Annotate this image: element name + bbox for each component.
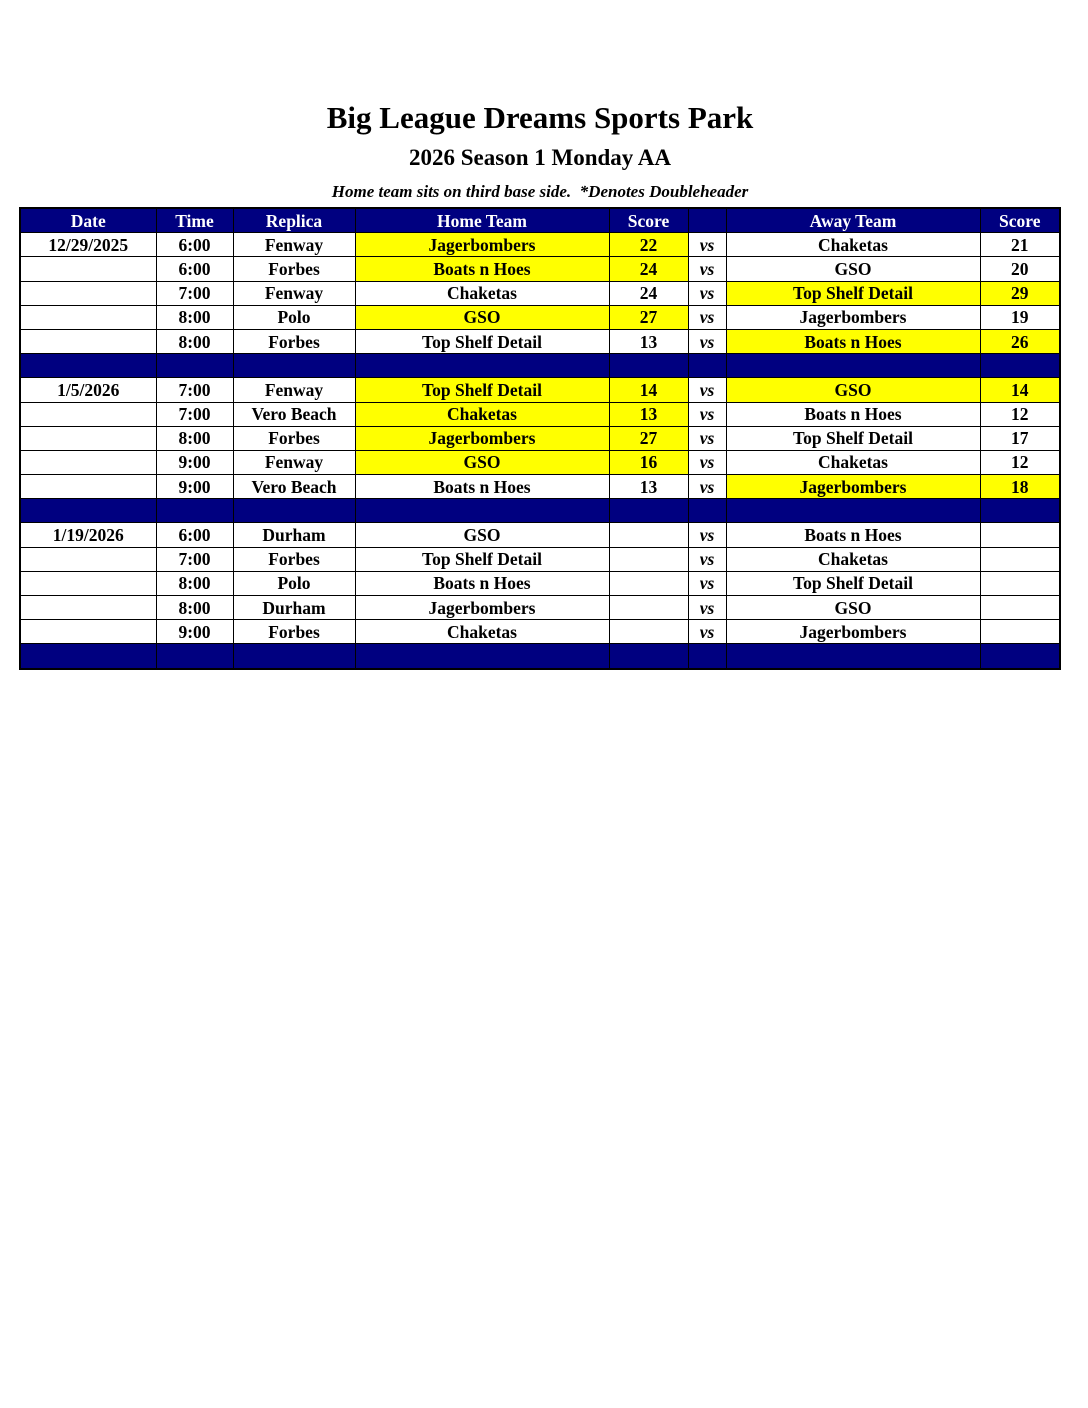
- away-team-cell: Chaketas: [726, 547, 980, 571]
- week-separator-row: [20, 644, 1060, 669]
- home-score-cell: 24: [609, 281, 688, 305]
- vs-cell: vs: [688, 378, 726, 402]
- time-cell: 8:00: [156, 426, 233, 450]
- separator-cell: [233, 354, 355, 378]
- replica-cell: Durham: [233, 523, 355, 547]
- vs-cell: vs: [688, 571, 726, 595]
- away-team-cell: Boats n Hoes: [726, 523, 980, 547]
- separator-cell: [726, 354, 980, 378]
- table-row: [20, 547, 1060, 571]
- header-home-score: Score: [609, 208, 688, 233]
- table-row: [20, 329, 1060, 353]
- replica-cell: Forbes: [233, 547, 355, 571]
- date-cell: [20, 475, 156, 499]
- home-team-cell: Chaketas: [355, 620, 609, 644]
- away-team-cell: Jagerbombers: [726, 620, 980, 644]
- away-team-cell: GSO: [726, 257, 980, 281]
- separator-cell: [609, 499, 688, 523]
- date-cell: 1/19/2026: [20, 523, 156, 547]
- date-cell: 12/29/2025: [20, 233, 156, 257]
- away-score-cell: 21: [980, 233, 1060, 257]
- separator-cell: [609, 644, 688, 669]
- away-score-cell: 12: [980, 402, 1060, 426]
- home-score-cell: 22: [609, 233, 688, 257]
- table-row: [20, 475, 1060, 499]
- away-score-cell: [980, 571, 1060, 595]
- separator-cell: [355, 354, 609, 378]
- separator-cell: [688, 499, 726, 523]
- home-score-cell: [609, 547, 688, 571]
- table-row: [20, 378, 1060, 402]
- week-separator-row: [20, 499, 1060, 523]
- date-cell: [20, 596, 156, 620]
- replica-cell: Fenway: [233, 233, 355, 257]
- vs-cell: vs: [688, 281, 726, 305]
- date-cell: [20, 571, 156, 595]
- schedule-note: Home team sits on third base side. *Denotes Doubleheader: [331, 182, 749, 201]
- header-away-team: Away Team: [726, 208, 980, 233]
- away-team-cell: Chaketas: [726, 233, 980, 257]
- home-team-cell: GSO: [355, 450, 609, 474]
- vs-cell: vs: [688, 402, 726, 426]
- week-separator-row: [20, 354, 1060, 378]
- home-score-cell: [609, 596, 688, 620]
- home-team-cell: Chaketas: [355, 402, 609, 426]
- vs-cell: vs: [688, 305, 726, 329]
- replica-cell: Durham: [233, 596, 355, 620]
- home-score-cell: 13: [609, 402, 688, 426]
- separator-cell: [20, 499, 156, 523]
- separator-cell: [156, 499, 233, 523]
- page-subtitle: 2026 Season 1 Monday AA: [409, 145, 671, 170]
- page-title: Big League Dreams Sports Park: [326, 100, 754, 135]
- replica-cell: Fenway: [233, 378, 355, 402]
- home-team-cell: Boats n Hoes: [355, 475, 609, 499]
- home-score-cell: [609, 620, 688, 644]
- home-score-cell: 24: [609, 257, 688, 281]
- away-score-cell: 12: [980, 450, 1060, 474]
- home-score-cell: 14: [609, 378, 688, 402]
- table-row: [20, 571, 1060, 595]
- separator-cell: [233, 644, 355, 669]
- away-team-cell: Boats n Hoes: [726, 402, 980, 426]
- vs-cell: vs: [688, 257, 726, 281]
- home-score-cell: [609, 523, 688, 547]
- home-team-cell: Jagerbombers: [355, 426, 609, 450]
- away-team-cell: Top Shelf Detail: [726, 571, 980, 595]
- table-row: [20, 620, 1060, 644]
- schedule-table: [19, 207, 1061, 670]
- time-cell: 9:00: [156, 475, 233, 499]
- header-replica: Replica: [233, 208, 355, 233]
- header-time: Time: [156, 208, 233, 233]
- home-team-cell: Chaketas: [355, 281, 609, 305]
- replica-cell: Vero Beach: [233, 475, 355, 499]
- time-cell: 7:00: [156, 547, 233, 571]
- table-row: [20, 305, 1060, 329]
- away-score-cell: [980, 620, 1060, 644]
- replica-cell: Polo: [233, 571, 355, 595]
- header-away-score: Score: [980, 208, 1060, 233]
- vs-cell: vs: [688, 233, 726, 257]
- home-team-cell: Top Shelf Detail: [355, 329, 609, 353]
- home-team-cell: Top Shelf Detail: [355, 378, 609, 402]
- vs-cell: vs: [688, 475, 726, 499]
- away-score-cell: 19: [980, 305, 1060, 329]
- replica-cell: Fenway: [233, 281, 355, 305]
- table-row: [20, 523, 1060, 547]
- date-cell: [20, 305, 156, 329]
- date-cell: [20, 257, 156, 281]
- vs-cell: vs: [688, 620, 726, 644]
- date-cell: [20, 620, 156, 644]
- time-cell: 8:00: [156, 329, 233, 353]
- separator-cell: [688, 354, 726, 378]
- replica-cell: Fenway: [233, 450, 355, 474]
- time-cell: 6:00: [156, 233, 233, 257]
- away-team-cell: Top Shelf Detail: [726, 281, 980, 305]
- separator-cell: [726, 644, 980, 669]
- replica-cell: Forbes: [233, 329, 355, 353]
- away-score-cell: [980, 547, 1060, 571]
- away-score-cell: 14: [980, 378, 1060, 402]
- separator-cell: [688, 644, 726, 669]
- separator-cell: [726, 499, 980, 523]
- time-cell: 6:00: [156, 257, 233, 281]
- schedule-body: [20, 233, 1060, 669]
- header-vs: [688, 208, 726, 233]
- time-cell: 7:00: [156, 281, 233, 305]
- separator-cell: [20, 644, 156, 669]
- table-row: [20, 596, 1060, 620]
- home-score-cell: 27: [609, 426, 688, 450]
- away-score-cell: [980, 523, 1060, 547]
- vs-cell: vs: [688, 547, 726, 571]
- separator-cell: [980, 499, 1060, 523]
- time-cell: 6:00: [156, 523, 233, 547]
- vs-cell: vs: [688, 523, 726, 547]
- home-team-cell: Top Shelf Detail: [355, 547, 609, 571]
- vs-cell: vs: [688, 426, 726, 450]
- date-cell: 1/5/2026: [20, 378, 156, 402]
- separator-cell: [156, 644, 233, 669]
- home-team-cell: GSO: [355, 305, 609, 329]
- table-row: [20, 402, 1060, 426]
- date-cell: [20, 281, 156, 305]
- home-score-cell: 13: [609, 329, 688, 353]
- time-cell: 9:00: [156, 620, 233, 644]
- home-team-cell: Boats n Hoes: [355, 571, 609, 595]
- home-team-cell: Jagerbombers: [355, 233, 609, 257]
- time-cell: 8:00: [156, 571, 233, 595]
- replica-cell: Forbes: [233, 426, 355, 450]
- time-cell: 7:00: [156, 402, 233, 426]
- away-team-cell: GSO: [726, 596, 980, 620]
- away-score-cell: 17: [980, 426, 1060, 450]
- separator-cell: [156, 354, 233, 378]
- separator-cell: [980, 354, 1060, 378]
- separator-cell: [609, 354, 688, 378]
- replica-cell: Forbes: [233, 257, 355, 281]
- home-team-cell: Jagerbombers: [355, 596, 609, 620]
- date-cell: [20, 426, 156, 450]
- away-team-cell: Jagerbombers: [726, 305, 980, 329]
- away-score-cell: 26: [980, 329, 1060, 353]
- date-cell: [20, 329, 156, 353]
- header-row: [20, 208, 1060, 233]
- home-team-cell: Boats n Hoes: [355, 257, 609, 281]
- table-row: [20, 450, 1060, 474]
- away-team-cell: Jagerbombers: [726, 475, 980, 499]
- away-score-cell: 20: [980, 257, 1060, 281]
- time-cell: 7:00: [156, 378, 233, 402]
- date-cell: [20, 402, 156, 426]
- separator-cell: [980, 644, 1060, 669]
- home-score-cell: 13: [609, 475, 688, 499]
- home-team-cell: GSO: [355, 523, 609, 547]
- away-score-cell: 29: [980, 281, 1060, 305]
- replica-cell: Vero Beach: [233, 402, 355, 426]
- separator-cell: [20, 354, 156, 378]
- table-row: [20, 281, 1060, 305]
- away-team-cell: GSO: [726, 378, 980, 402]
- replica-cell: Forbes: [233, 620, 355, 644]
- time-cell: 8:00: [156, 305, 233, 329]
- away-team-cell: Chaketas: [726, 450, 980, 474]
- date-cell: [20, 450, 156, 474]
- separator-cell: [355, 499, 609, 523]
- home-score-cell: 27: [609, 305, 688, 329]
- away-team-cell: Boats n Hoes: [726, 329, 980, 353]
- replica-cell: Polo: [233, 305, 355, 329]
- vs-cell: vs: [688, 450, 726, 474]
- header-date: Date: [20, 208, 156, 233]
- away-team-cell: Top Shelf Detail: [726, 426, 980, 450]
- date-cell: [20, 547, 156, 571]
- table-row: [20, 233, 1060, 257]
- table-row: [20, 257, 1060, 281]
- home-score-cell: [609, 571, 688, 595]
- time-cell: 9:00: [156, 450, 233, 474]
- time-cell: 8:00: [156, 596, 233, 620]
- away-score-cell: [980, 596, 1060, 620]
- separator-cell: [233, 499, 355, 523]
- away-score-cell: 18: [980, 475, 1060, 499]
- vs-cell: vs: [688, 596, 726, 620]
- separator-cell: [355, 644, 609, 669]
- vs-cell: vs: [688, 329, 726, 353]
- home-score-cell: 16: [609, 450, 688, 474]
- table-row: [20, 426, 1060, 450]
- header-home-team: Home Team: [355, 208, 609, 233]
